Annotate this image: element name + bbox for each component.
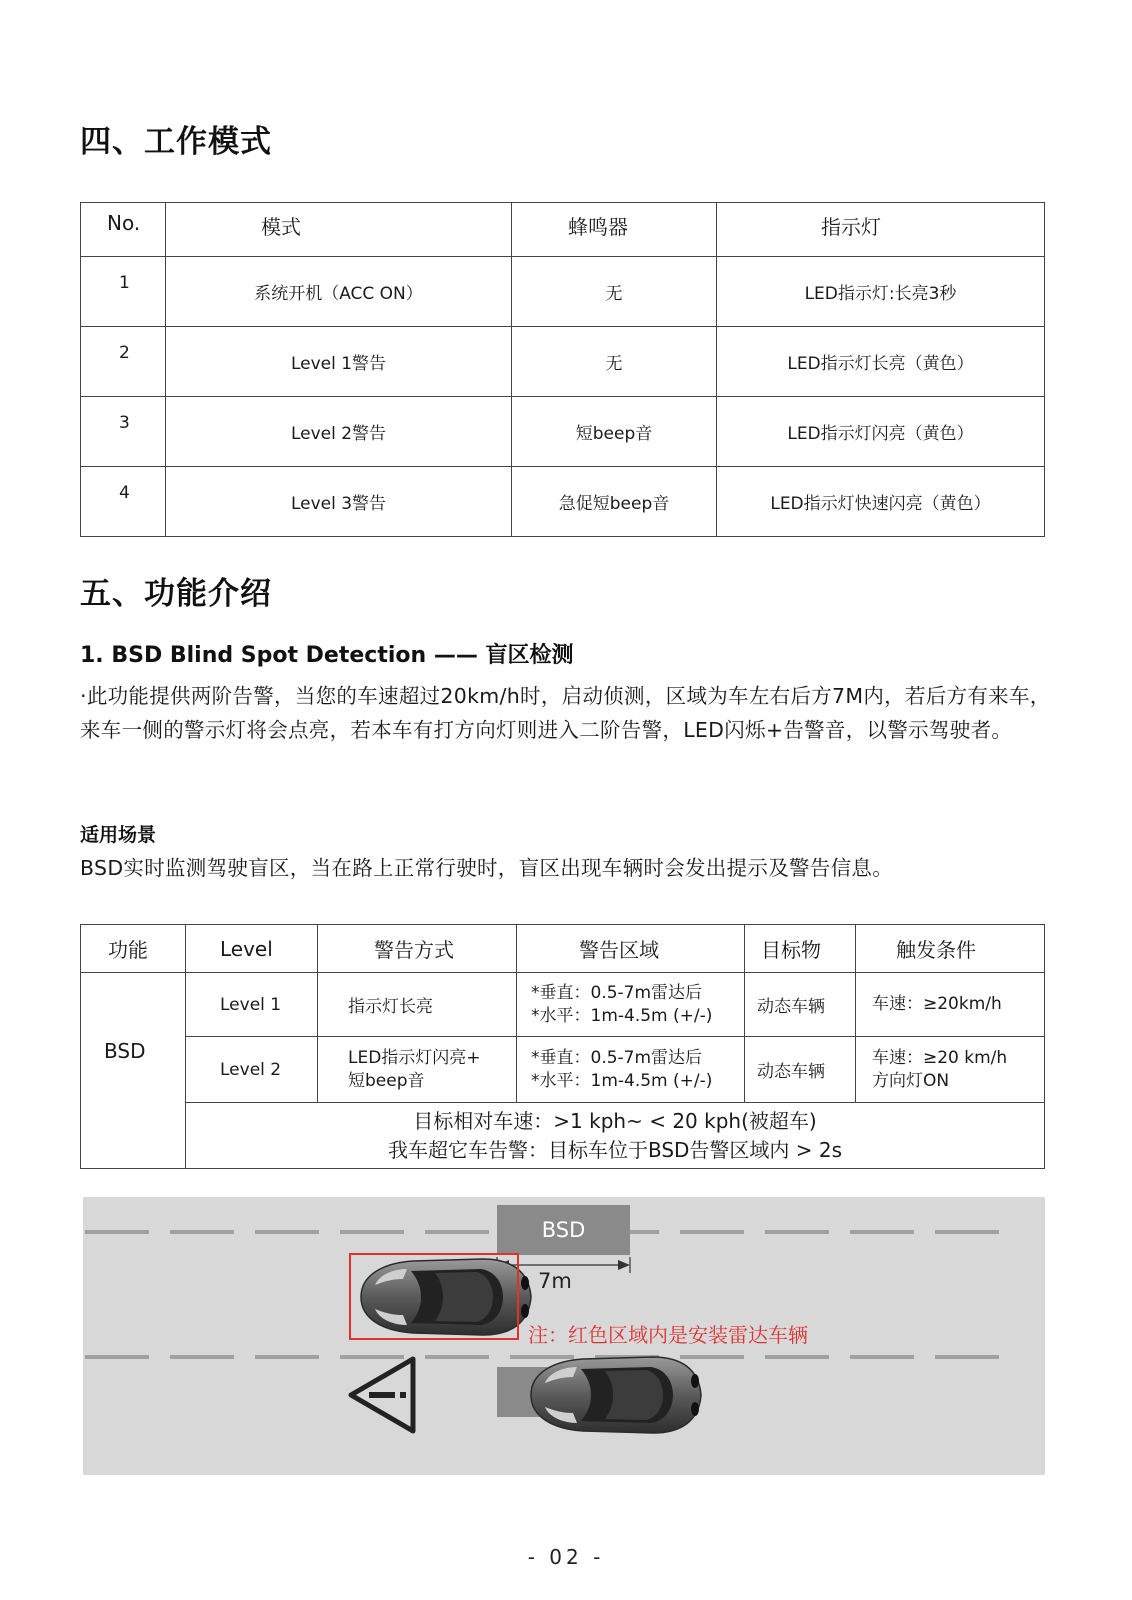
bsd-description: ·此功能提供两阶告警，当您的车速超过20km/h时，启动侦测，区域为车左右后方7M内，若后方有来车，来车一侧的警示灯将会点亮，若本车有打方向灯则进入二阶告警，LED闪烁+告警音，以警示驾驶者。	[80, 684, 1051, 742]
cell-method: 指示灯长亮	[318, 973, 517, 1037]
zone-horizontal: *水平：1m-4.5m (+/-)	[531, 1005, 713, 1026]
header-condition: 触发条件	[856, 925, 1045, 973]
cell-no: 1	[81, 257, 166, 327]
cell-mode: Level 2警告	[166, 397, 512, 467]
condition-speed: 车速：≥20 km/h	[872, 1047, 1008, 1068]
target-car-icon	[531, 1357, 701, 1433]
lane-line-bottom	[85, 1355, 999, 1359]
cell-mode: 系统开机（ACC ON）	[166, 257, 512, 327]
method-line1: LED指示灯闪亮+	[348, 1047, 481, 1068]
header-buzzer: 蜂鸣器	[512, 203, 717, 257]
cell-no: 3	[81, 397, 166, 467]
arrow-right-icon	[618, 1260, 630, 1270]
table-row	[81, 467, 1045, 537]
note-line2: 我车超它车告警：目标车位于BSD告警区域内 > 2s	[387, 1137, 843, 1162]
condition-turn-signal: 方向灯ON	[872, 1070, 950, 1091]
header-mode: 模式	[166, 203, 512, 257]
header-indicator: 指示灯	[717, 203, 1045, 257]
table-row	[81, 1103, 1045, 1169]
bsd-subtitle: 1. BSD Blind Spot Detection —— 盲区检测	[80, 643, 574, 668]
cell-buzzer: 急促短beep音	[512, 467, 717, 537]
section-4-title: 四、工作模式	[80, 124, 272, 160]
scenario-title: 适用场景	[80, 824, 157, 846]
distance-label: 7m	[538, 1269, 572, 1293]
zone-vertical: *垂直：0.5-7m雷达后	[531, 1047, 703, 1068]
table-row	[81, 1037, 1045, 1103]
bsd-zone-label: BSD	[541, 1218, 586, 1242]
header-no: No.	[81, 203, 166, 257]
cell-buzzer: 无	[512, 257, 717, 327]
zone-horizontal: *水平：1m-4.5m (+/-)	[531, 1070, 713, 1091]
header-level: Level	[186, 925, 318, 973]
condition-speed: 车速：≥20km/h	[872, 994, 1002, 1014]
table-row	[81, 327, 1045, 397]
work-mode-table	[80, 202, 1045, 537]
table-row	[81, 257, 1045, 327]
cell-note	[186, 1103, 1045, 1169]
cell-indicator: LED指示灯长亮（黄色）	[717, 327, 1045, 397]
cell-indicator: LED指示灯快速闪亮（黄色）	[717, 467, 1045, 537]
cell-mode: Level 3警告	[166, 467, 512, 537]
cell-zone	[517, 973, 745, 1037]
cell-target: 动态车辆	[745, 973, 856, 1037]
cell-target: 动态车辆	[745, 1037, 856, 1103]
bsd-table	[80, 924, 1045, 1169]
table-header-row	[81, 203, 1045, 257]
cell-level: Level 2	[186, 1037, 318, 1103]
ego-car-icon	[361, 1259, 531, 1335]
cell-level: Level 1	[186, 973, 318, 1037]
cell-no: 2	[81, 327, 166, 397]
cell-no: 4	[81, 467, 166, 537]
warning-triangle-icon	[351, 1359, 413, 1431]
method-line2: 短beep音	[348, 1070, 425, 1091]
table-row	[81, 973, 1045, 1037]
section-5-title: 五、功能介绍	[80, 576, 272, 612]
scenario-text: BSD实时监测驾驶盲区，当在路上正常行驶时，盲区出现车辆时会发出提示及警告信息。	[80, 856, 893, 880]
cell-indicator: LED指示灯:长亮3秒	[717, 257, 1045, 327]
table-row	[81, 397, 1045, 467]
radar-note: 注：红色区域内是安装雷达车辆	[528, 1323, 808, 1347]
cell-function: BSD	[81, 973, 186, 1169]
table-header-row	[81, 925, 1045, 973]
cell-zone	[517, 1037, 745, 1103]
cell-method	[318, 1037, 517, 1103]
cell-condition	[856, 973, 1045, 1037]
cell-mode: Level 1警告	[166, 327, 512, 397]
page-number: - 02 -	[527, 1545, 605, 1569]
cell-buzzer: 无	[512, 327, 717, 397]
zone-vertical: *垂直：0.5-7m雷达后	[531, 982, 703, 1003]
note-line1: 目标相对车速：>1 kph~ < 20 kph(被超车)	[413, 1108, 817, 1133]
header-method: 警告方式	[318, 925, 517, 973]
cell-indicator: LED指示灯闪亮（黄色）	[717, 397, 1045, 467]
header-zone: 警告区域	[517, 925, 745, 973]
cell-condition	[856, 1037, 1045, 1103]
cell-buzzer: 短beep音	[512, 397, 717, 467]
header-target: 目标物	[745, 925, 856, 973]
bsd-diagram	[83, 1197, 1045, 1475]
header-function: 功能	[81, 925, 186, 973]
